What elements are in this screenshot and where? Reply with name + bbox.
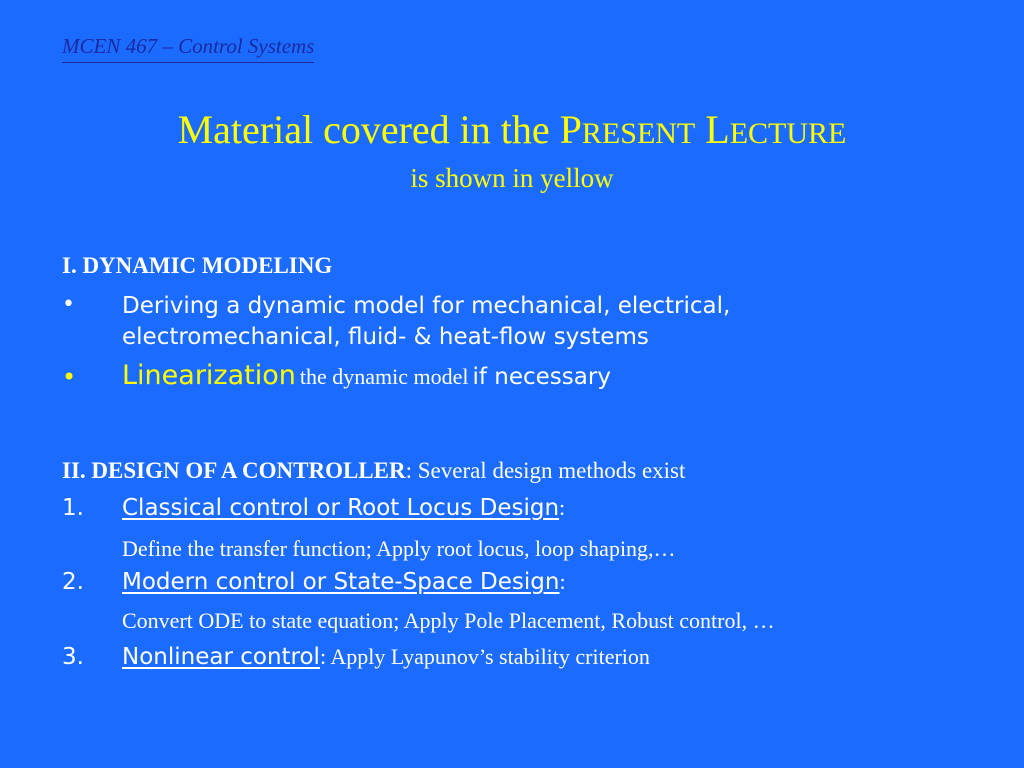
list-number: 2. — [62, 569, 84, 595]
title-word2-rest: ECTURE — [729, 117, 847, 150]
item3-link[interactable]: Nonlinear control — [122, 644, 320, 670]
title-word1-rest: RESENT — [581, 117, 696, 150]
bullet-marker: • — [62, 292, 75, 317]
item2-link[interactable]: Modern control or State-Space Design — [122, 569, 560, 595]
section1-heading: I. DYNAMIC MODELING — [62, 253, 333, 278]
item1 — [122, 495, 565, 521]
course-header: MCEN 467 – Control Systems — [62, 34, 314, 63]
bullet2-main: Linearization — [122, 360, 296, 391]
item1-colon: : — [559, 495, 566, 520]
item3-rest: : Apply Lyapunov’s stability criterion — [319, 644, 650, 669]
title-word1-initial: P — [559, 107, 582, 152]
bullet2-text — [122, 360, 611, 391]
bullet2-end: if necessary — [472, 364, 611, 390]
item1-link[interactable]: Classical control or Root Locus Design — [122, 495, 560, 521]
section2-heading-rest: : Several design methods exist — [405, 458, 686, 483]
slide-subtitle: is shown in yellow — [410, 163, 614, 193]
title-block — [0, 104, 1024, 196]
title-word2-initial: L — [705, 107, 730, 152]
section2-heading-bold: II. DESIGN OF A CONTROLLER — [62, 458, 406, 483]
item2 — [122, 569, 566, 595]
list-number: 3. — [62, 644, 84, 670]
bullet2-mid: the dynamic model — [299, 364, 469, 389]
bullet1-text — [122, 291, 730, 353]
title-prefix: Material covered in the — [177, 107, 560, 152]
item2-detail: Convert ODE to state equation; Apply Pole Placement, Robust control, … — [122, 608, 775, 633]
bullet1-line2: electromechanical, fluid- & heat-flow systems — [122, 324, 649, 350]
list-number: 1. — [62, 495, 84, 521]
item1-detail: Define the transfer function; Apply root locus, loop shaping,… — [122, 536, 676, 561]
item3 — [122, 644, 650, 670]
section2-heading — [62, 458, 685, 484]
bullet-marker: • — [62, 363, 77, 391]
slide-title — [0, 104, 1024, 160]
bullet1-line1: Deriving a dynamic model for mechanical, electrical, — [122, 293, 731, 319]
item2-colon: : — [559, 569, 566, 594]
